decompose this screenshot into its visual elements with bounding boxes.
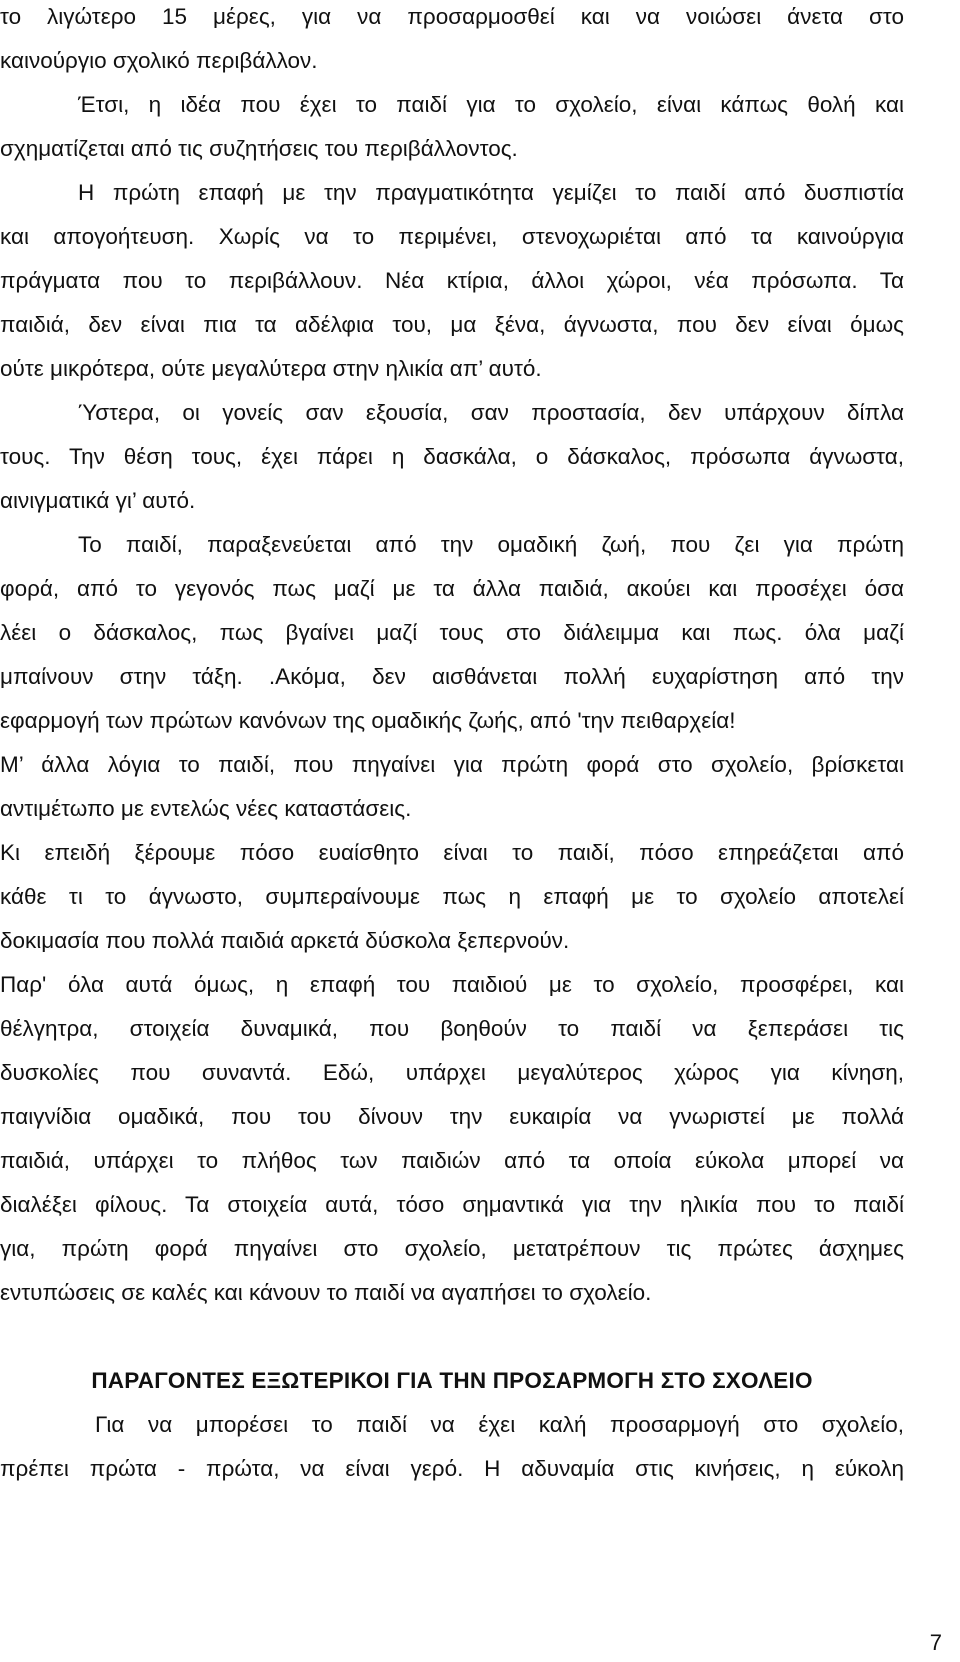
- text-line: μπαίνουν στην τάξη. .Ακόμα, δεν αισθάνεται πολλή ευχαρίστηση από την: [0, 664, 904, 689]
- text-line: πρέπει πρώτα - πρώτα, να είναι γερό. Η αδυναμία στις κινήσεις, η εύκολη: [0, 1456, 904, 1481]
- page-number: 7: [929, 1630, 942, 1655]
- text-line: πράγματα που το περιβάλλουν. Νέα κτίρια, άλλοι χώροι, νέα πρόσωπα. Τα: [0, 268, 904, 293]
- text-line: παιδιά, υπάρχει το πλήθος των παιδιών από τα οποία εύκολα μπορεί να: [0, 1148, 904, 1173]
- text-line: θέλγητρα, στοιχεία δυναμικά, που βοηθούν το παιδί να ξεπεράσει τις: [0, 1016, 904, 1041]
- text-line: παιγνίδια ομαδικά, που του δίνουν την ευκαιρία να γνωριστεί με πολλά: [0, 1104, 904, 1129]
- text-line: Το παιδί, παραξενεύεται από την ομαδική ζωή, που ζει για πρώτη: [78, 532, 904, 557]
- text-line: διαλέξει φίλους. Τα στοιχεία αυτά, τόσο σημαντικά για την ηλικία που το παιδί: [0, 1192, 904, 1217]
- text-line: παιδιά, δεν είναι πια τα αδέλφια του, μα ξένα, άγνωστα, που δεν είναι όμως: [0, 312, 904, 337]
- text-line: τους. Την θέση τους, έχει πάρει η δασκάλα, ο δάσκαλος, πρόσωπα άγνωστα,: [0, 444, 904, 469]
- text-line: Έτσι, η ιδέα που έχει το παιδί για το σχολείο, είναι κάπως θολή και: [78, 92, 904, 117]
- text-line: δυσκολίες που συναντά. Εδώ, υπάρχει μεγαλύτερος χώρος για κίνηση,: [0, 1060, 904, 1085]
- text-line: Η πρώτη επαφή με την πραγματικότητα γεμίζει το παιδί από δυσπιστία: [78, 180, 904, 205]
- text-line: σχηματίζεται από τις συζητήσεις του περιβάλλοντος.: [0, 136, 518, 161]
- text-line: για, πρώτη φορά πηγαίνει στο σχολείο, μετατρέπουν τις πρώτες άσχημες: [0, 1236, 904, 1261]
- text-line: Παρ' όλα αυτά όμως, η επαφή του παιδιού με το σχολείο, προσφέρει, και: [0, 972, 904, 997]
- text-line: καινούργιο σχολικό περιβάλλον.: [0, 48, 318, 73]
- text-line: αντιμέτωπο με εντελώς νέες καταστάσεις.: [0, 796, 412, 821]
- text-line: Ύστερα, οι γονείς σαν εξουσία, σαν προστασία, δεν υπάρχουν δίπλα: [78, 400, 904, 425]
- text-line: δοκιμασία που πολλά παιδιά αρκετά δύσκολα ξεπερνούν.: [0, 928, 570, 953]
- text-line: ούτε μικρότερα, ούτε μεγαλύτερα στην ηλικία απ’ αυτό.: [0, 356, 542, 381]
- text-line: αινιγματικά γι’ αυτό.: [0, 488, 196, 513]
- text-line: και απογοήτευση. Χωρίς να το περιμένει, στενοχωριέται από τα καινούργια: [0, 224, 904, 249]
- text-line: Κι επειδή ξέρουμε πόσο ευαίσθητο είναι το παιδί, πόσο επηρεάζεται από: [0, 840, 904, 865]
- text-line: εντυπώσεις σε καλές και κάνουν το παιδί να αγαπήσει το σχολείο.: [0, 1280, 652, 1305]
- text-line: Μ’ άλλα λόγια το παιδί, που πηγαίνει για πρώτη φορά στο σχολείο, βρίσκεται: [0, 752, 904, 777]
- section-heading: ΠΑΡΑΓΟΝΤΕΣ ΕΞΩΤΕΡΙΚΟΙ ΓΙΑ ΤΗΝ ΠΡΟΣΑΡΜΟΓΗ ΣΤΟ ΣΧΟΛΕΙΟ: [91, 1368, 813, 1393]
- text-line: φορά, από το γεγονός πως μαζί με τα άλλα παιδιά, ακούει και προσέχει όσα: [0, 576, 904, 601]
- text-line: το λιγώτερο 15 μέρες, για να προσαρμοσθεί και να νοιώσει άνετα στο: [0, 4, 904, 29]
- text-line: λέει ο δάσκαλος, πως βγαίνει μαζί τους στο διάλειμμα και πως. όλα μαζί: [0, 620, 904, 645]
- text-line: Για να μπορέσει το παιδί να έχει καλή προσαρμογή στο σχολείο,: [95, 1412, 904, 1437]
- text-line: εφαρμογή των πρώτων κανόνων της ομαδικής ζωής, από 'την πειθαρχεία!: [0, 708, 736, 733]
- text-line: κάθε τι το άγνωστο, συμπεραίνουμε πως η επαφή με το σχολείο αποτελεί: [0, 884, 904, 909]
